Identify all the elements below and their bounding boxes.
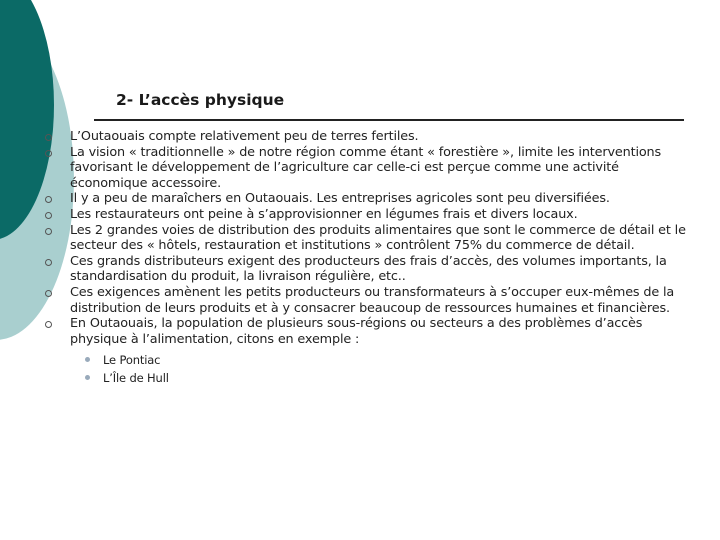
hollow-bullet-icon — [45, 259, 52, 266]
hollow-bullet-icon — [45, 321, 52, 328]
bullet-item — [44, 191, 694, 207]
sub-bullet-item — [70, 369, 694, 387]
bullet-text: Les 2 grandes voies de distribution des produits alimentaires que sont le commerce de détail et le secteur des « hôtels, restauration et institutions » contrôlent 75% du commerce de détail. — [70, 222, 686, 254]
hollow-bullet-icon — [45, 290, 52, 297]
slide-title: 2- L’accès physique — [116, 91, 285, 109]
bullet-item — [44, 316, 694, 387]
hollow-bullet-icon — [45, 150, 52, 157]
filled-bullet-icon — [85, 357, 90, 362]
bullet-text: Il y a peu de maraîchers en Outaouais. Les entreprises agricoles sont peu diversifiées. — [70, 191, 610, 207]
bullet-text: Ces grands distributeurs exigent des producteurs des frais d’accès, des volumes importants, la standardisation du produit, la livraison régulière, etc.. — [70, 253, 667, 285]
bullet-text: Ces exigences amènent les petits producteurs ou transformateurs à s’occuper eux-mêmes de la distribution de leurs produits et à y consacrer beaucoup de ressources humaines et financières. — [70, 284, 675, 316]
sub-bullet-text: Le Pontiac — [103, 353, 161, 368]
hollow-bullet-icon — [45, 196, 52, 203]
bullet-text: La vision « traditionnelle » de notre région comme étant « forestière », limite les interventions favorisant le développement de l’agriculture car celle-ci est perçue comme une activité économique accessoire. — [70, 144, 662, 191]
hollow-bullet-icon — [45, 212, 52, 219]
sub-bullet-text: L’Île de Hull — [103, 371, 169, 386]
bullet-item — [44, 145, 694, 192]
sub-bullet-item — [70, 351, 694, 369]
bullet-list — [44, 129, 694, 387]
bullet-item — [44, 254, 694, 285]
bullet-text: En Outaouais, la population de plusieurs sous-régions ou secteurs a des problèmes d’accès physique à l’alimentation, citons en exemple : — [70, 316, 643, 347]
bullet-text: L’Outaouais compte relativement peu de terres fertiles. — [70, 129, 419, 144]
bullet-item — [44, 285, 694, 316]
bullet-text: Les restaurateurs ont peine à s’approvisionner en légumes frais et divers locaux. — [70, 206, 578, 222]
bullet-item — [44, 207, 694, 223]
bullet-item — [44, 223, 694, 254]
hollow-bullet-icon — [45, 228, 52, 235]
hollow-bullet-icon — [45, 134, 52, 141]
title-divider — [94, 119, 684, 121]
bullet-item — [44, 129, 694, 145]
filled-bullet-icon — [85, 375, 90, 380]
sub-bullet-list — [70, 351, 694, 387]
